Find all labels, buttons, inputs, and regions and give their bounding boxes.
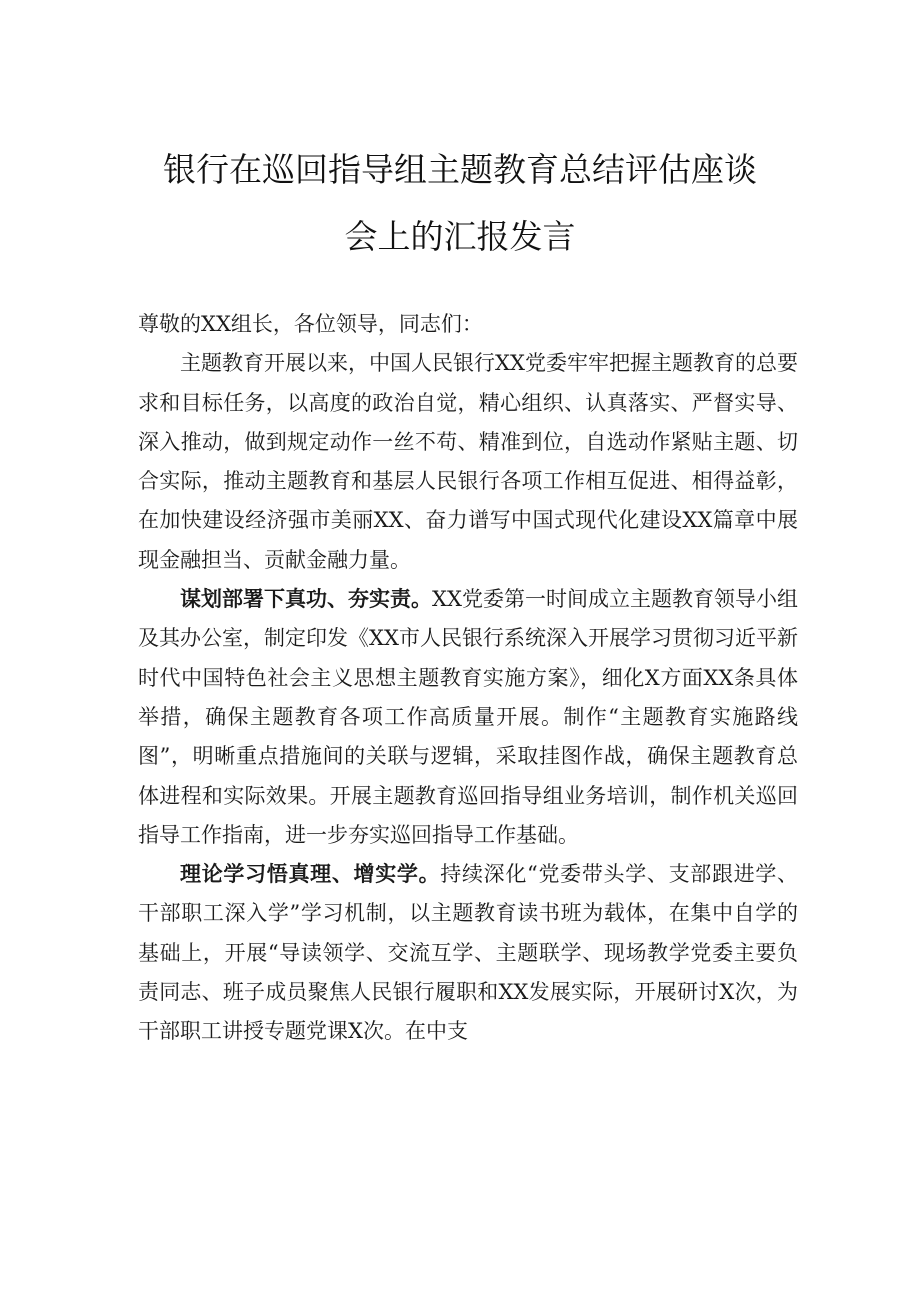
document-body: [138, 305, 798, 1052]
paragraph-text: XX党委第一时间成立主题教育领导小组及其办公室，制定印发《XX市人民银行系统深入开展学习贯彻习近平新时代中国特色社会主义思想主题教育实施方案》，细化X方面XX条具体举措，确保主题教育各项工作高质量开展。制作“主题教育实施路线图”，明晰重点措施间的关联与逻辑，采取挂图作战，确保主题教育总体进程和实际效果。开展主题教育巡回指导组业务培训，制作机关巡回指导工作指南，进一步夯实巡回指导工作基础。: [138, 587, 798, 847]
document-title-line-2: 会上的汇报发言: [344, 217, 576, 256]
document-title-line-1: 银行在巡回指导组主题教育总结评估座谈: [163, 150, 757, 189]
paragraph-intro: [138, 344, 798, 580]
paragraph-lead: 理论学习悟真理、增实学。: [180, 862, 441, 887]
paragraph-text: 持续深化“党委带头学、支部跟进学、干部职工深入学”学习机制，以主题教育读书班为载体，在集中自学的基础上，开展“导读领学、交流互学、主题联学、现场教学党委主要负责同志、班子成员聚焦人民银行履职和XX发展实际，开展研讨X次，为干部职工讲授专题党课X次。在中支: [138, 862, 799, 1044]
paragraph-text: 主题教育开展以来，中国人民银行XX党委牢牢把握主题教育的总要求和目标任务，以高度的政治自觉，精心组织、认真落实、严督实导、深入推动，做到规定动作一丝不苟、精准到位，自选动作紧贴主题、切合实际，推动主题教育和基层人民银行各项工作相互促进、相得益彰，在加快建设经济强市美丽XX、奋力谱写中国式现代化建设XX篇章中展现金融担当、贡献金融力量。: [138, 351, 798, 572]
salutation: 尊敬的XX组长，各位领导，同志们：: [138, 312, 483, 336]
paragraph-theory-study: [138, 855, 798, 1051]
paragraph-planning: [138, 580, 798, 855]
paragraph-lead: 谋划部署下真功、夯实责。: [180, 587, 433, 612]
